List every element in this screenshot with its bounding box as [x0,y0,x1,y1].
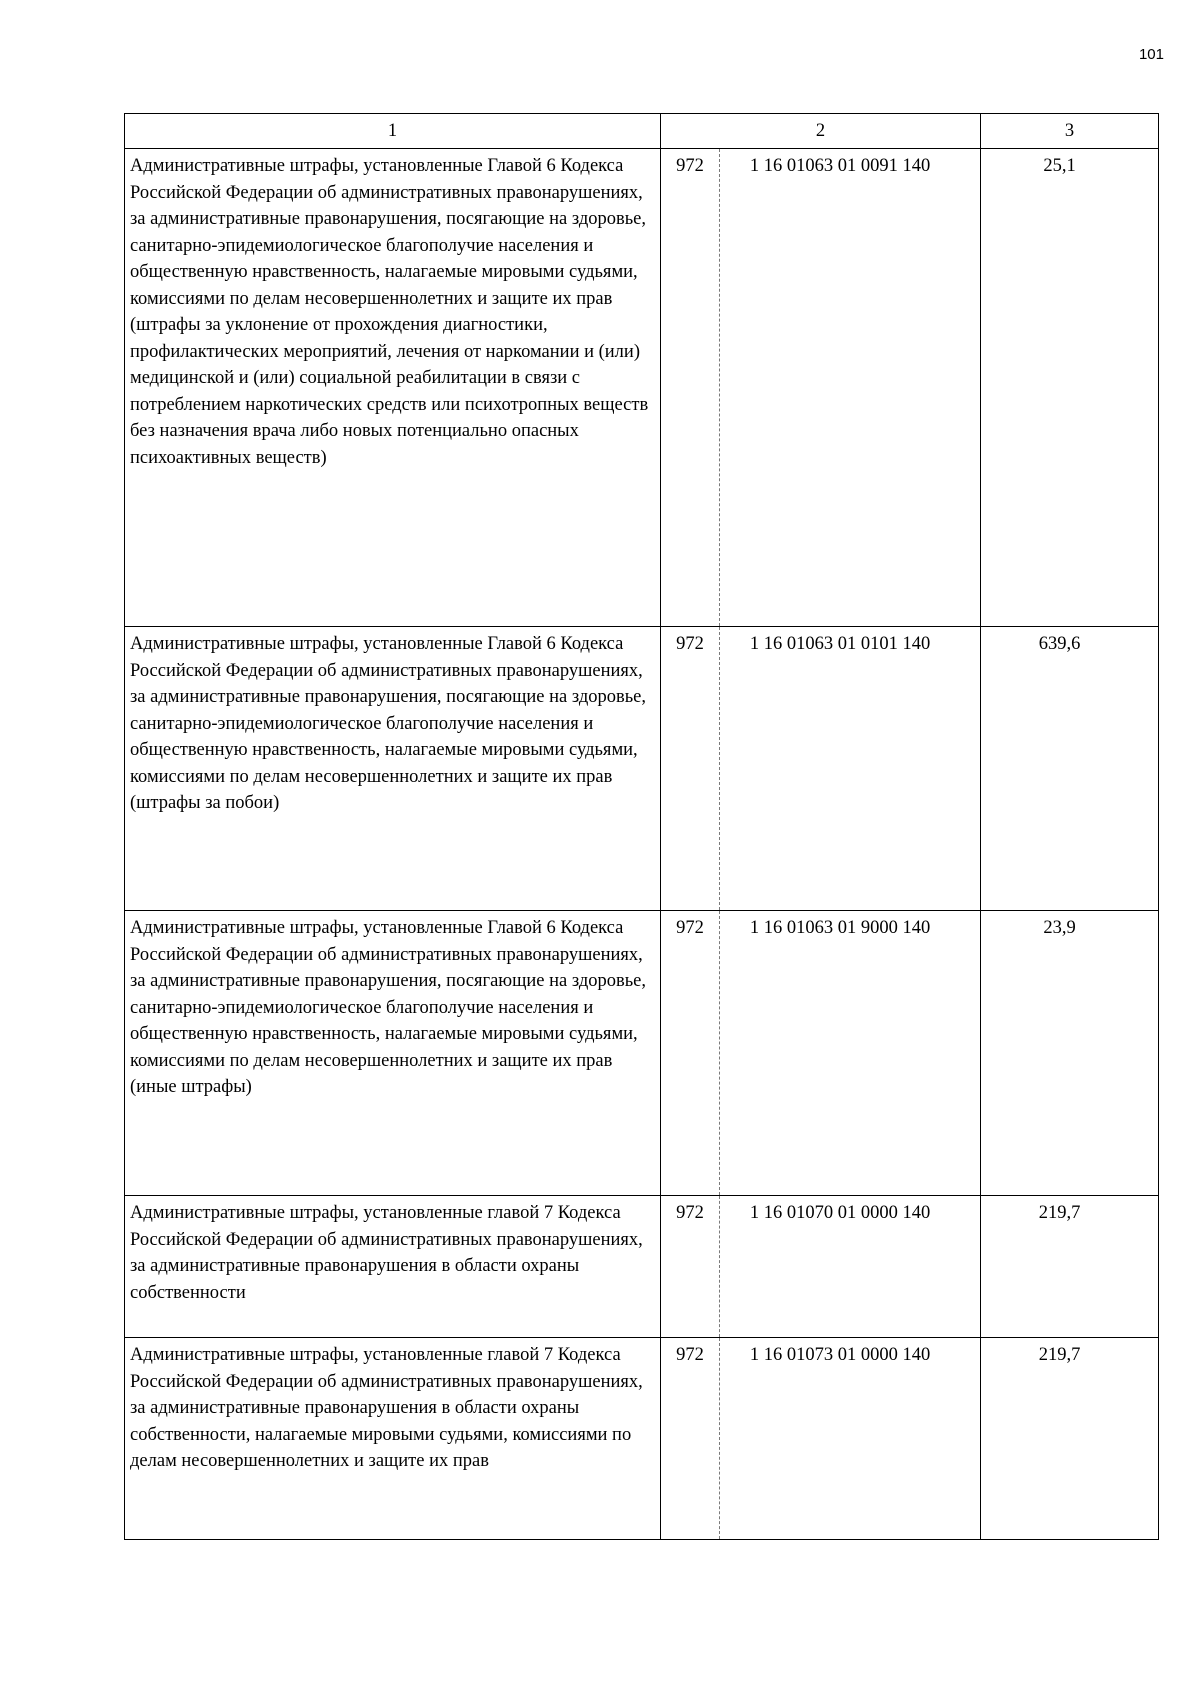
table-row [125,1338,1159,1540]
table-row [125,149,1159,627]
row-kbk-code: 1 16 01063 01 0101 140 [749,634,931,654]
row-code-cell [661,627,981,911]
row-description: Административные штрафы, установленные Главой 6 Кодекса Российской Федерации об административных правонарушениях, за административные правонарушения, посягающие на здоровье, санитарно-эпидемиологическое благополучие населения и общественную нравственность, налагаемые мировыми судьями, комиссиями по делам несовершеннолетних и защите их прав (штрафы за побои) [125,627,661,911]
budget-revenue-table [124,113,1159,1540]
table-row [125,911,1159,1196]
row-kbk-code: 1 16 01063 01 0091 140 [749,156,931,176]
row-kbk-code: 1 16 01070 01 0000 140 [749,1203,931,1223]
row-amount: 639,6 [981,627,1159,911]
header-row [125,114,1159,149]
row-admin-code: 972 [661,1338,720,1539]
header-col-3: 3 [981,114,1159,149]
table-row [125,1196,1159,1338]
header-col-2: 2 [661,114,981,149]
row-code-cell [661,911,981,1196]
row-amount: 25,1 [981,149,1159,627]
row-amount: 219,7 [981,1338,1159,1540]
row-kbk-code: 1 16 01063 01 9000 140 [749,918,931,938]
row-description: Административные штрафы, установленные главой 7 Кодекса Российской Федерации об административных правонарушениях, за административные правонарушения в области охраны собственности [125,1196,661,1338]
row-code-cell [661,149,981,627]
row-kbk-code: 1 16 01073 01 0000 140 [749,1345,931,1365]
row-admin-code: 972 [661,1196,720,1337]
table-body [125,149,1159,1540]
table-row [125,627,1159,911]
row-amount: 23,9 [981,911,1159,1196]
row-admin-code: 972 [661,627,720,910]
row-description: Административные штрафы, установленные Главой 6 Кодекса Российской Федерации об административных правонарушениях, за административные правонарушения, посягающие на здоровье, санитарно-эпидемиологическое благополучие населения и общественную нравственность, налагаемые мировыми судьями, комиссиями по делам несовершеннолетних и защите их прав (штрафы за уклонение от прохождения диагностики, профилактических мероприятий, лечения от наркомании и (или) медицинской и (или) социальной реабилитации в связи с потреблением наркотических средств или психотропных веществ без назначения врача либо новых потенциально опасных психоактивных веществ) [125,149,661,627]
row-admin-code: 972 [661,149,720,626]
header-col-1: 1 [125,114,661,149]
row-code-cell [661,1338,981,1540]
row-description: Административные штрафы, установленные главой 7 Кодекса Российской Федерации об административных правонарушениях, за административные правонарушения в области охраны собственности, налагаемые мировыми судьями, комиссиями по делам несовершеннолетних и защите их прав [125,1338,661,1540]
table-header [125,114,1159,149]
row-admin-code: 972 [661,911,720,1195]
row-description: Административные штрафы, установленные Главой 6 Кодекса Российской Федерации об административных правонарушениях, за административные правонарушения, посягающие на здоровье, санитарно-эпидемиологическое благополучие населения и общественную нравственность, налагаемые мировыми судьями, комиссиями по делам несовершеннолетних и защите их прав (иные штрафы) [125,911,661,1196]
page-number: 101 [1138,46,1164,63]
row-code-cell [661,1196,981,1338]
row-amount: 219,7 [981,1196,1159,1338]
